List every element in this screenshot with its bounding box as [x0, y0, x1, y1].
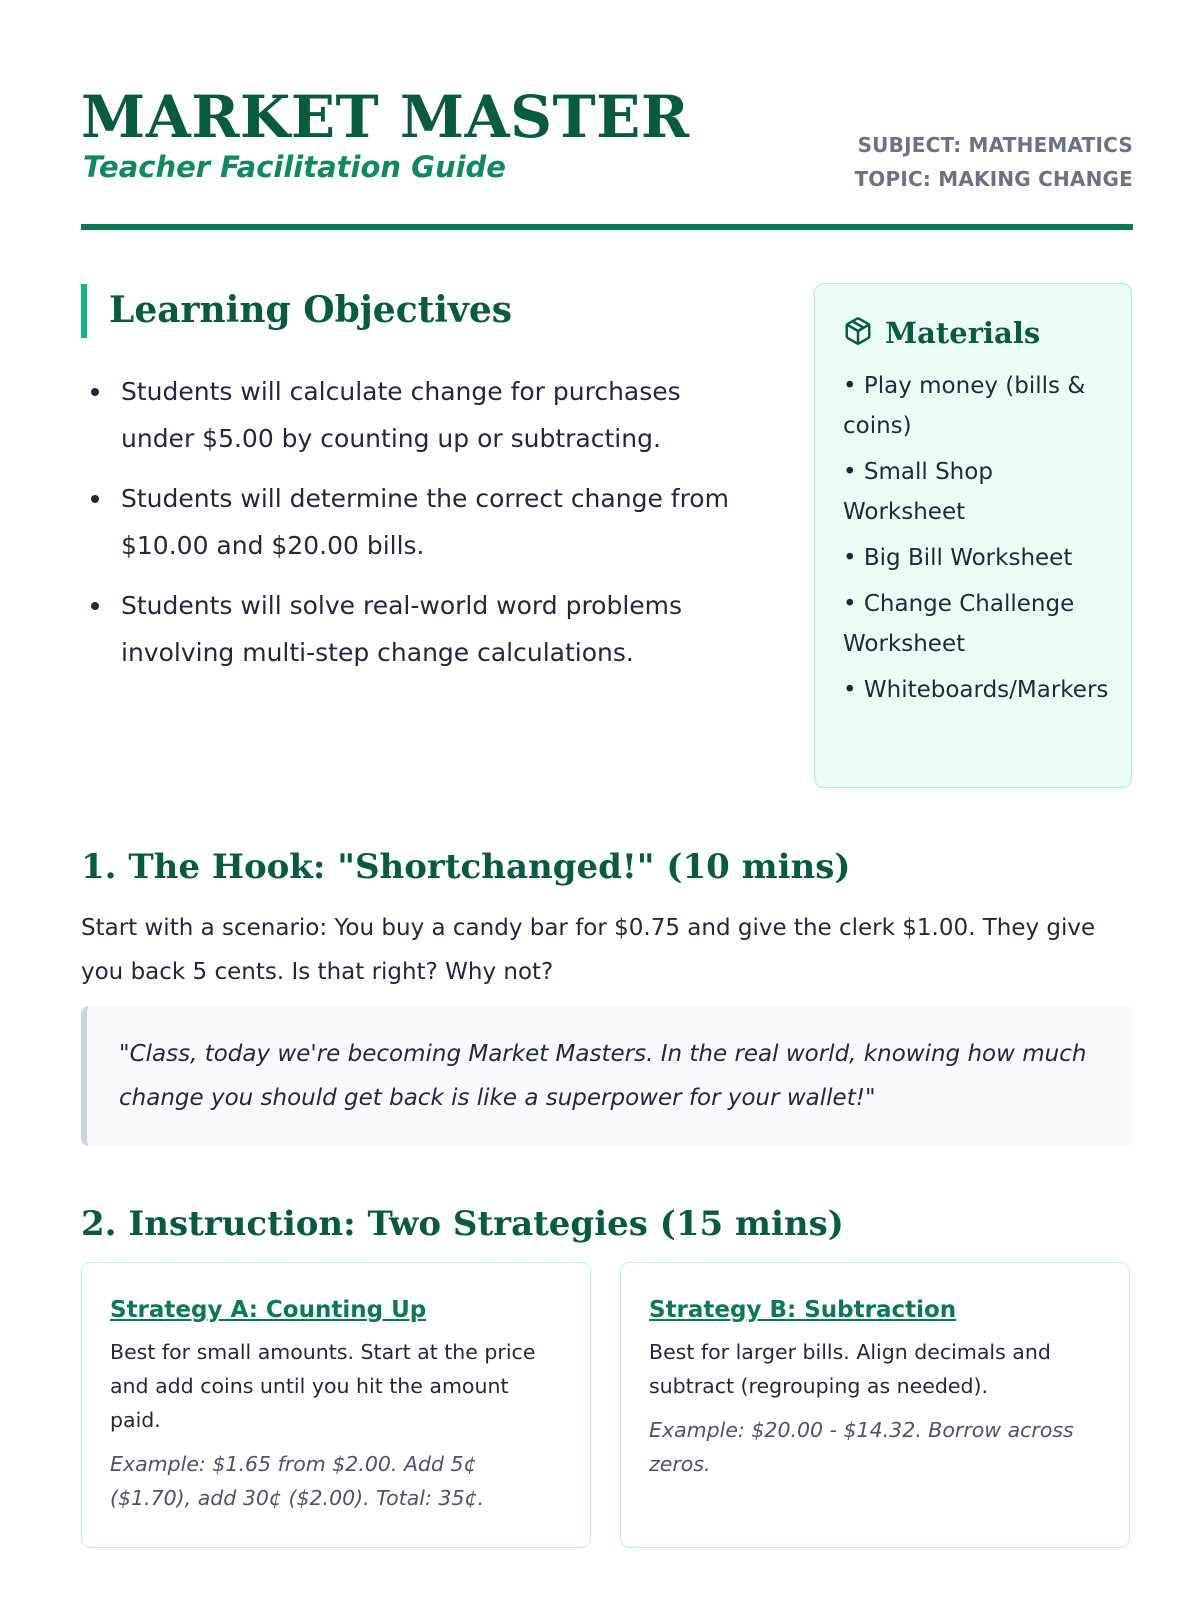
material-item: • Play money (bills & coins): [843, 373, 1086, 439]
package-icon: [843, 316, 873, 350]
objective-item: Students will solve real-world word problems involving multi-step change calculations.: [81, 582, 761, 676]
document-title: MARKET MASTER: [81, 83, 690, 151]
teacher-quote: "Class, today we're becoming Market Masters. In the real world, knowing how much change you should get back is like a superpower for your wallet!": [81, 1006, 1133, 1146]
strategy-b-description: Best for larger bills. Align decimals and subtract (regrouping as needed).: [649, 1340, 1051, 1398]
strategy-a-title[interactable]: Strategy A: Counting Up: [110, 1297, 427, 1323]
instruction-heading: 2. Instruction: Two Strategies (15 mins): [81, 1204, 844, 1244]
material-item: • Small Shop Worksheet: [843, 459, 993, 525]
materials-header: [843, 312, 1109, 354]
document-header: [81, 82, 1133, 230]
strategy-card-counting-up: [81, 1262, 591, 1548]
objective-item: Students will calculate change for purchases under $5.00 by counting up or subtracting.: [81, 368, 761, 462]
objectives-list: [81, 368, 761, 676]
strategy-b-title[interactable]: Strategy B: Subtraction: [649, 1297, 957, 1323]
subject-label: SUBJECT: MATHEMATICS: [857, 133, 1133, 157]
materials-heading: Materials: [885, 316, 1041, 350]
strategy-a-example: Example: $1.65 from $2.00. Add 5¢ ($1.70), add 30¢ ($2.00). Total: 35¢.: [110, 1452, 485, 1510]
material-item: • Big Bill Worksheet: [843, 545, 1073, 571]
strategy-b-example: Example: $20.00 - $14.32. Borrow across zeros.: [649, 1418, 1074, 1476]
document-meta: [854, 128, 1133, 196]
strategy-a-description: Best for small amounts. Start at the price and add coins until you hit the amount paid.: [110, 1340, 536, 1432]
hook-heading: 1. The Hook: "Shortchanged!" (10 mins): [81, 847, 851, 887]
strategy-card-subtraction: [620, 1262, 1130, 1548]
materials-list: [843, 366, 1109, 710]
material-item: • Whiteboards/Markers: [843, 677, 1109, 703]
learning-objectives-section: [81, 284, 761, 689]
objective-item: Students will determine the correct change from $10.00 and $20.00 bills.: [81, 475, 761, 569]
topic-label: TOPIC: MAKING CHANGE: [854, 167, 1133, 191]
hook-scenario-text: Start with a scenario: You buy a candy bar for $0.75 and give the clerk $1.00. They give you back 5 cents. Is that right? Why not?: [81, 915, 1096, 985]
document-subtitle: Teacher Facilitation Guide: [83, 150, 506, 184]
objectives-heading: Learning Objectives: [81, 284, 761, 338]
materials-box: [814, 283, 1132, 788]
material-item: • Change Challenge Worksheet: [843, 591, 1075, 657]
